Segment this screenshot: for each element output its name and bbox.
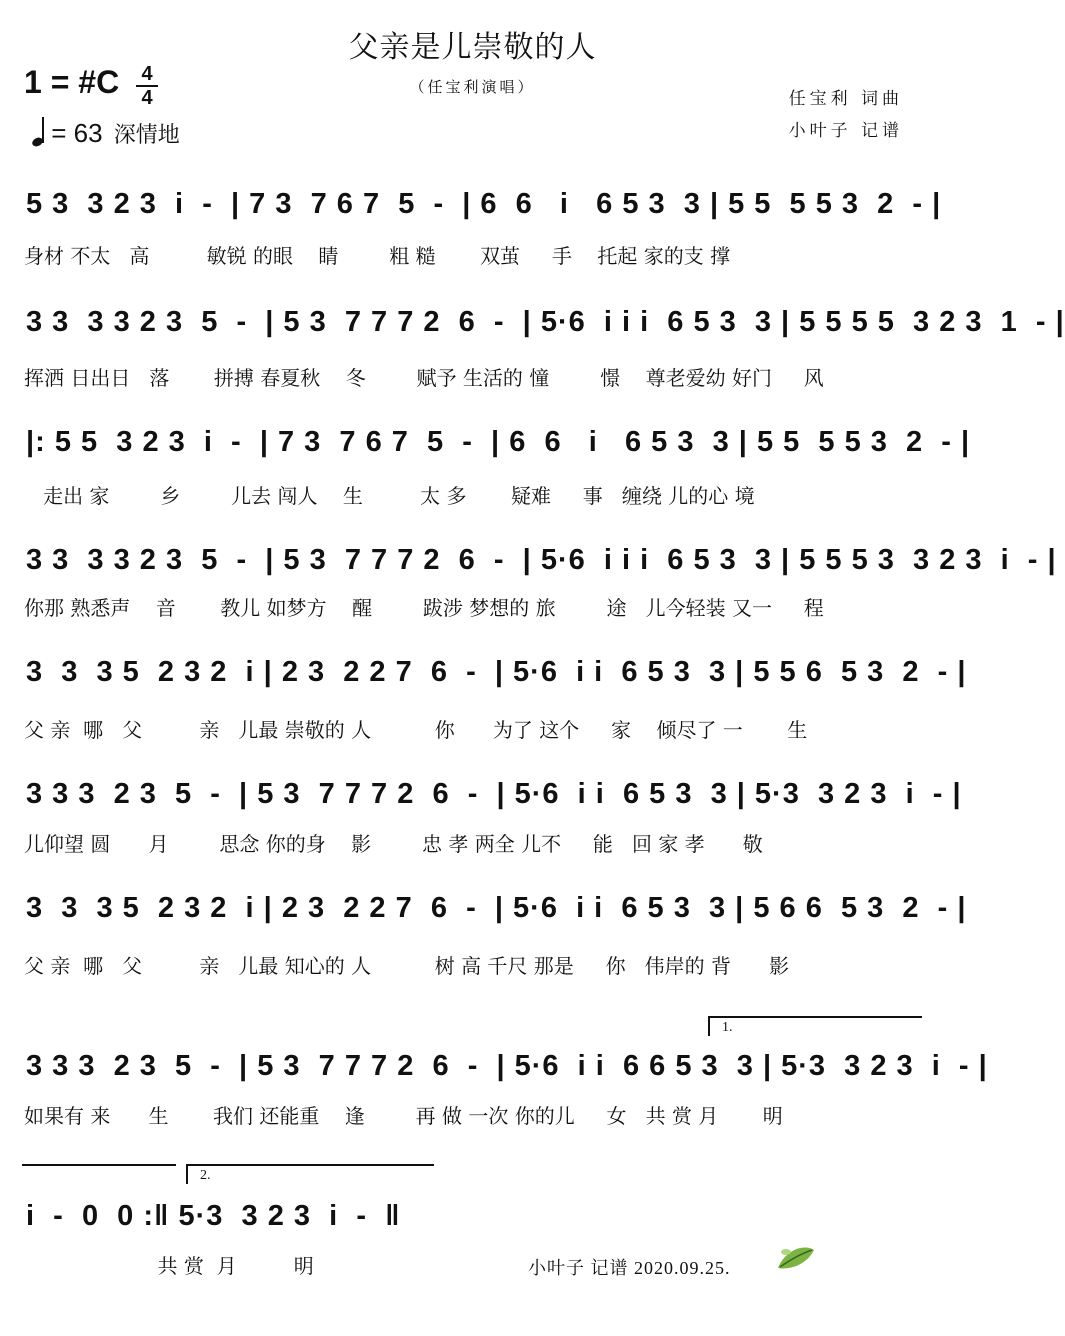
transcriber-credit: 小叶子 记谱	[788, 121, 903, 141]
first-ending-label: 1.	[722, 1020, 733, 1035]
lyric-line-3: 走出 家 乡 儿去 闯人 生 太 多 疑难 事 缠绕 儿的心 境	[24, 484, 755, 508]
time-signature-bottom: 4	[141, 87, 153, 109]
notation-line-3: |: 5 5 3 2 3 i - | 7 3 7 6 7 5 - | 6 6 i 6 5 3 3 | 5 5 5 5 3 2 - |	[26, 426, 971, 458]
notation-line-8: 3 3 3 2 3 5 - | 5 3 7 7 7 2 6 - | 5·6 i i 6 6 5 3 3 | 5·3 3 2 3 i - |	[26, 1050, 988, 1082]
song-title: 父亲是儿崇敬的人	[348, 30, 597, 65]
notation-line-4: 3 3 3 3 2 3 5 - | 5 3 7 7 7 2 6 - | 5·6 i i i 6 5 3 3 | 5 5 5 3 3 2 3 i - |	[26, 544, 1057, 576]
tempo-expression: 深情地	[113, 122, 180, 147]
lyric-line-9: 共 赏 月 明	[24, 1254, 314, 1278]
time-signature	[136, 64, 158, 108]
key-signature: 1 = #C	[24, 64, 120, 100]
notation-line-2: 3 3 3 3 2 3 5 - | 5 3 7 7 7 2 6 - | 5·6 i i i 6 5 3 3 | 5 5 5 5 3 2 3 1 - |	[26, 306, 1065, 338]
performer-credit: （任宝利演唱）	[409, 78, 536, 96]
lyric-line-1: 身材 不太 高 敏锐 的眼 睛 粗 糙 双茧 手 托起 家的支 撑	[24, 244, 731, 268]
composer-credit: 任宝利 词曲	[788, 89, 903, 109]
lyric-line-7: 父 亲 哪 父 亲 儿最 知心的 人 树 高 千尺 那是 你 伟岸的 背 影	[24, 954, 790, 978]
first-ending-continuation	[22, 1164, 176, 1166]
notation-line-7: 3 3 3 5 2 3 2 i | 2 3 2 2 7 6 - | 5·6 i i 6 5 3 3 | 5 6 6 5 3 2 - |	[26, 892, 967, 924]
notation-line-9: i - 0 0 :‖ 5·3 3 2 3 i - ‖	[26, 1200, 401, 1232]
notation-line-6: 3 3 3 2 3 5 - | 5 3 7 7 7 2 6 - | 5·6 i i 6 5 3 3 | 5·3 3 2 3 i - |	[26, 778, 962, 810]
first-ending-bracket	[708, 1016, 922, 1036]
time-signature-top: 4	[141, 63, 153, 85]
lyric-line-8: 如果有 来 生 我们 还能重 逢 再 做 一次 你的儿 女 共 赏 月 明	[24, 1104, 783, 1128]
second-ending-label: 2.	[200, 1168, 211, 1183]
footer-signature: 小叶子 记谱 2020.09.25.	[528, 1258, 731, 1278]
second-ending-bracket	[186, 1164, 434, 1184]
notation-line-5: 3 3 3 5 2 3 2 i | 2 3 2 2 7 6 - | 5·6 i i 6 5 3 3 | 5 5 6 5 3 2 - |	[26, 656, 967, 688]
notation-line-1: 5 3 3 2 3 i - | 7 3 7 6 7 5 - | 6 6 i 6 5 3 3 | 5 5 5 5 3 2 - |	[26, 188, 942, 220]
lyric-line-4: 你那 熟悉声 音 教儿 如梦方 醒 跋涉 梦想的 旅 途 儿今轻装 又一 程	[24, 596, 824, 620]
lyric-line-6: 儿仰望 圆 月 思念 你的身 影 忠 孝 两全 儿不 能 回 家 孝 敬	[24, 832, 763, 856]
lyric-line-5: 父 亲 哪 父 亲 儿最 崇敬的 人 你 为了 这个 家 倾尽了 一 生	[24, 718, 808, 742]
tempo-value: = 63	[51, 118, 103, 148]
tempo-marking	[32, 118, 180, 149]
quarter-note-icon	[32, 118, 44, 146]
leaf-icon	[776, 1244, 816, 1272]
lyric-line-2: 挥洒 日出日 落 拼搏 春夏秋 冬 赋予 生活的 憧 憬 尊老爱幼 好门 风	[24, 366, 824, 390]
